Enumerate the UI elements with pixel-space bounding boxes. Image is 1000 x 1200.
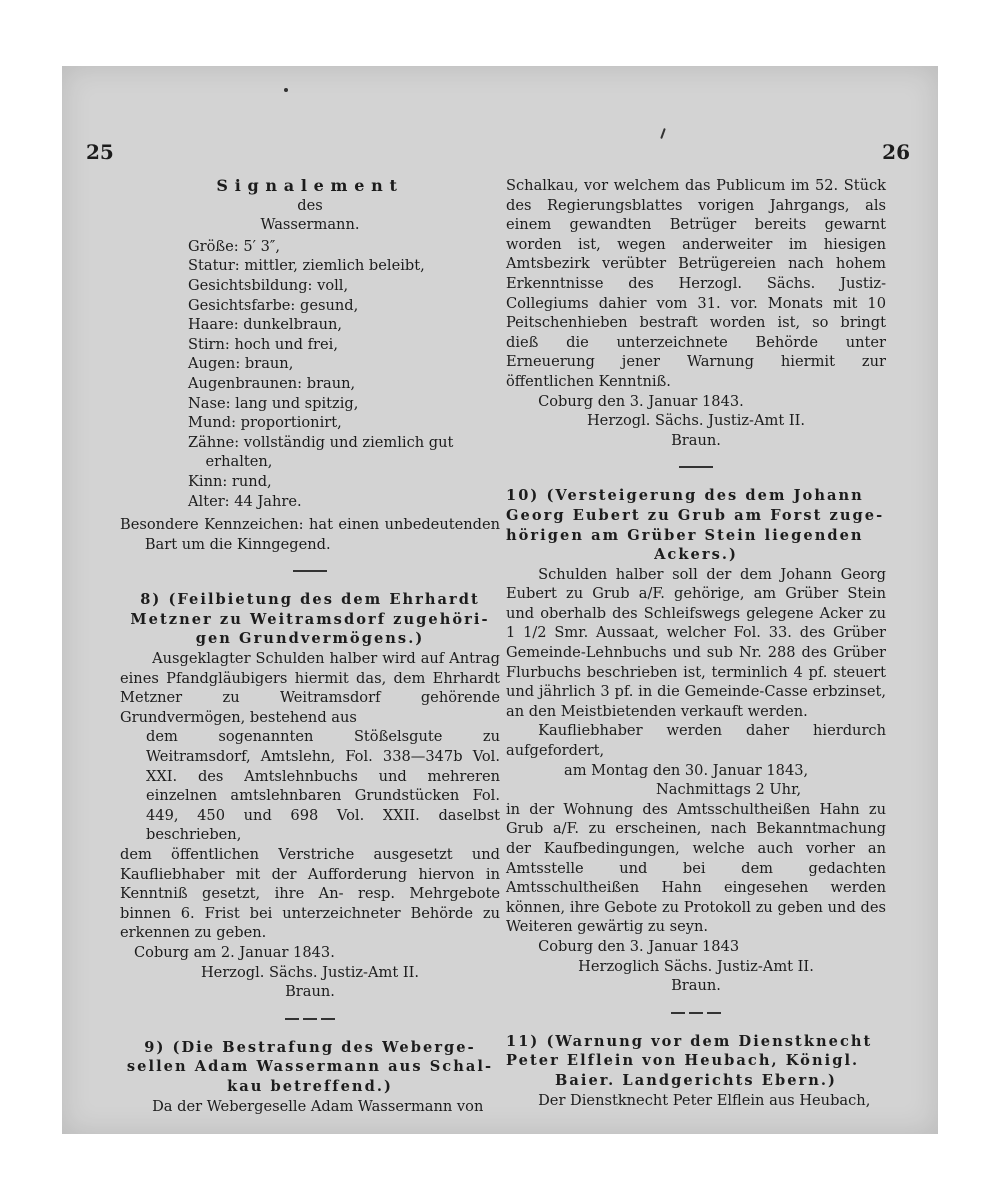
notice-9-title-line: kau betreffend.) [227, 1077, 393, 1095]
notice-11-title-line: Baier. Landgerichts Ebern.) [554, 1071, 837, 1089]
notice-9-date: Coburg den 3. Januar 1843. [538, 392, 744, 410]
print-speck [660, 128, 666, 139]
notice-8-signature: Braun. [285, 983, 335, 1001]
notice-11-title-line: 11) (Warnung vor dem Dienstknecht [506, 1032, 873, 1050]
page-number-right: 26 [882, 140, 910, 164]
notice-8-date: Coburg am 2. Januar 1843. [134, 943, 335, 961]
section-separator [120, 1018, 500, 1020]
separator-dash [321, 1018, 335, 1020]
signalement-item: Haare: dunkelbraun, [188, 316, 343, 334]
signalement-item: Augen: braun, [188, 355, 294, 373]
signalement-item: Mund: proportionirt, [188, 414, 342, 432]
notice-10-title-line: Georg Eubert zu Grub am Forst zuge- [506, 506, 885, 524]
notice-8-title-line: Metzner zu Weitramsdorf zugehöri- [130, 610, 490, 628]
notice-10-authority: Herzoglich Sächs. Justiz-Amt II. [578, 957, 814, 975]
separator-dash [303, 1018, 317, 1020]
separator-dash [707, 1012, 721, 1014]
notice-8-title-line: gen Grundvermögens.) [195, 630, 425, 648]
signalement-item: Statur: mittler, ziemlich beleibt, [188, 257, 425, 275]
signalement-item: Stirn: hoch und frei, [188, 335, 338, 353]
notice-10-title-line: hörigen am Grüber Stein liegenden [506, 526, 864, 544]
notice-10-title-line: Ackers.) [654, 546, 738, 564]
signalement-item: Kinn: rund, [188, 472, 272, 490]
print-speck [284, 88, 288, 92]
notice-10-title-line: 10) (Versteigerung des dem Johann [506, 487, 864, 505]
section-separator [506, 1012, 886, 1014]
signalement-subheading: des [297, 196, 323, 214]
notice-9-body-continued: Schalkau, vor welchem das Publicum im 52. Stück des Regierungsblattes vorigen Jahrgangs, als einem gewandten Betrüger bereits gewarnt worden ist, wegen anderweiter im hiesigen Amtsbezirk verübter Betrügereien nach hohem Erkenntnisse des Herzogl. Sächs. Justiz-Collegiums dahier vom 31. vor. Monats mit 10 Peitschenhieben bestraft worden ist, so bringt dieß die unterzeichnete Behörde unter Erneuerung jener Warnung hiermit zur öffentlichen Kenntniß. [506, 177, 886, 390]
notice-11-title-line: Peter Elflein von Heubach, Königl. [506, 1052, 860, 1070]
notice-9-authority: Herzogl. Sächs. Justiz-Amt II. [586, 412, 806, 430]
scanned-page [62, 66, 938, 1134]
notice-10-meeting-date: am Montag den 30. Januar 1843, [564, 761, 809, 779]
signalement-item: Zähne: vollständig und ziemlich gut erhalten, [188, 433, 454, 471]
notice-10-date: Coburg den 3. Januar 1843 [538, 937, 740, 955]
signalement-list [120, 237, 500, 511]
signalement-item: Größe: 5′ 3″, [188, 237, 280, 255]
signalement-item: Alter: 44 Jahre. [188, 492, 302, 510]
notice-11-body-start: Der Dienstknecht Peter Elflein aus Heubach, [538, 1091, 871, 1109]
notice-8-property: dem sogenannten Stößelsgute zu Weitramsdorf, Amtslehn, Fol. 338—347b Vol. XXI. des Amtslehnbuchs und mehreren einzelnen amtslehnbaren Grundstücken Fol. 449, 450 und 698 Vol. XXII. daselbst beschrieben, [146, 728, 500, 844]
signalement-name: Wassermann. [260, 216, 360, 234]
notice-8-authority: Herzogl. Sächs. Justiz-Amt II. [200, 963, 420, 981]
notice-9-body-start: Da der Webergeselle Adam Wassermann von [152, 1097, 484, 1115]
notice-10-body: Schulden halber soll der dem Johann Georg Eubert zu Grub a/F. gehörige, am Grüber Stein und oberhalb des Schleifswegs gelegene Acker zu 1 1/2 Smr. Aussaat, welcher Fol. 33. des Grüber Gemeinde-Lehnbuchs und sub Nr. 288 des Grüber Flurbuchs beschrieben ist, terminlich 4 pf. steuert und jährlich 3 pf. in die Gemeinde-Casse erbzinset, an den Meistbietenden verkauft werden. [506, 565, 886, 720]
right-column [506, 176, 886, 1110]
left-column [120, 176, 500, 1116]
notice-8-body: dem öffentlichen Verstriche ausgesetzt und Kaufliebhaber mit der Aufforderung hiervon in Kenntniß gesetzt, ihre An- resp. Mehrgebote binnen 6. Frist bei unterzeichneter Behörde zu erkennen zu geben. [120, 846, 500, 942]
separator-dash [671, 1012, 685, 1014]
notice-9-title-line: 9) (Die Bestrafung des Weberge- [144, 1038, 476, 1056]
notice-8-body: Ausgeklagter Schulden halber wird auf Antrag eines Pfandgläubigers hiermit das, dem Ehrhardt Metzner zu Weitramsdorf gehörende Grundvermögen, bestehend aus [120, 650, 500, 726]
notice-9-title-line: sellen Adam Wassermann aus Schal- [126, 1058, 494, 1076]
signalement-item: Gesichtsbildung: voll, [188, 276, 349, 294]
notice-9-signature: Braun. [671, 431, 721, 449]
notice-10-invitation: Kaufliebhaber werden daher hierdurch aufgefordert, [506, 722, 886, 760]
signalement-item: Gesichtsfarbe: gesund, [188, 296, 359, 314]
signalement-heading: Signalement [216, 176, 404, 195]
section-separator [679, 466, 713, 468]
page-number-left: 25 [86, 140, 114, 164]
notice-10-signature: Braun. [671, 977, 721, 995]
special-marks: Besondere Kennzeichen: hat einen unbedeutenden Bart um die Kinngegend. [120, 516, 500, 553]
separator-dash [689, 1012, 703, 1014]
separator-dash [285, 1018, 299, 1020]
notice-10-meeting-time: Nachmittags 2 Uhr, [656, 781, 802, 799]
section-separator [293, 570, 327, 572]
signalement-item: Nase: lang und spitzig, [188, 394, 359, 412]
signalement-item: Augenbraunen: braun, [188, 374, 356, 392]
notice-8-title-line: 8) (Feilbietung des dem Ehrhardt [140, 591, 480, 609]
notice-10-body: in der Wohnung des Amtsschultheißen Hahn zu Grub a/F. zu erscheinen, nach Bekanntmachung der Kaufbedingungen, welche auch vorher an Amtsstelle und bei dem gedachten Amtsschultheißen Hahn eingesehen werden können, ihre Gebote zu Protokoll zu geben und des Weiteren gewärtig zu seyn. [506, 800, 886, 936]
